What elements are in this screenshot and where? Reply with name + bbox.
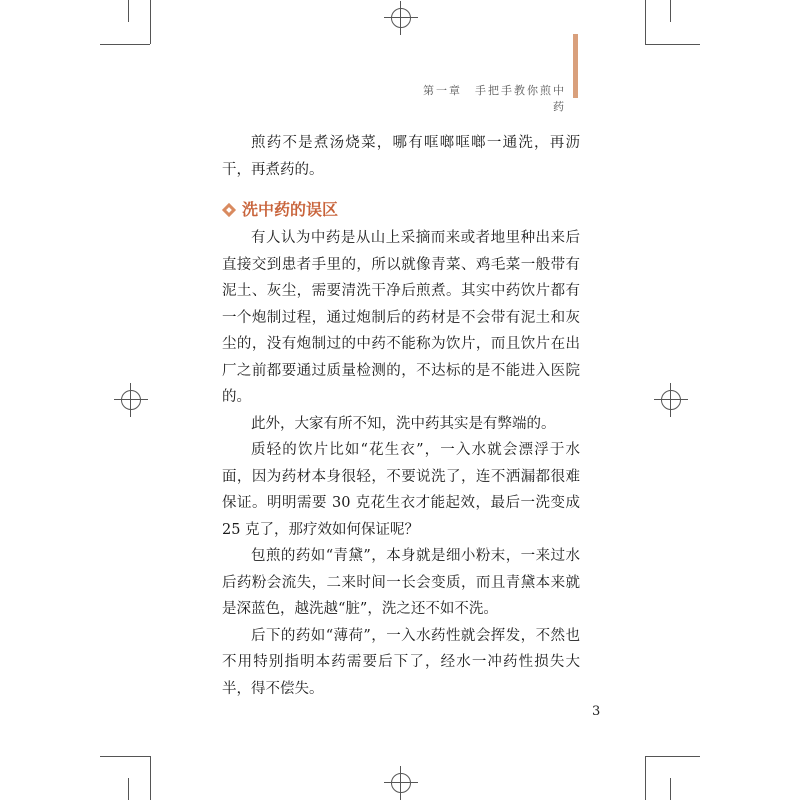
paragraph: 此外，大家有所不知，洗中药其实是有弊端的。 [251, 415, 556, 432]
page-body [222, 130, 580, 702]
crop-mark [670, 778, 671, 800]
paragraph: 质轻的饮片比如“花生衣”，一入水就会漂浮于水面，因为药材本身很轻，不要说洗了，连不洒漏都很难保证。明明需要 30 克花生衣才能起效，最后一洗变成 25 克了，那疗效如何保证呢？ [222, 442, 580, 538]
paragraph: 后下的药如“薄荷”，一入水药性就会挥发，不然也不用特别指明本药需要后下了，经水一冲药性损失大半，得不偿失。 [222, 627, 580, 697]
registration-mark-icon [391, 8, 411, 28]
registration-mark-icon [121, 390, 141, 410]
diamond-bullet-icon [222, 203, 236, 217]
paragraph: 有人认为中药是从山上采摘而来或者地里种出来后直接交到患者手里的，所以就像青菜、鸡毛菜一般带有泥土、灰尘，需要清洗干净后煎煮。其实中药饮片都有一个炮制过程，通过炮制后的药材是不会带有泥土和灰尘的，没有炮制过的中药不能称为饮片，而且饮片在出厂之前都要通过质量检测的，不达标的是不能进入医院的。 [222, 230, 580, 405]
registration-mark-icon [391, 773, 411, 793]
section-heading-text: 洗中药的误区 [242, 200, 339, 219]
crop-mark [645, 756, 700, 757]
page-number: 3 [592, 704, 601, 719]
running-head: 第一章 手把手教你煎中药 [423, 84, 566, 113]
registration-mark-icon [661, 390, 681, 410]
crop-mark [645, 756, 646, 800]
crop-mark [100, 756, 150, 757]
crop-mark [128, 0, 129, 22]
header-accent-bar [573, 34, 578, 98]
crop-mark [150, 756, 151, 800]
crop-mark [645, 0, 646, 44]
crop-mark [670, 0, 671, 22]
crop-mark [150, 0, 151, 44]
section-heading [220, 197, 580, 223]
crop-mark [128, 778, 129, 800]
crop-mark [100, 44, 150, 45]
crop-mark [645, 44, 700, 45]
paragraph: 包煎的药如“青黛”，本身就是细小粉末，一来过水后药粉会流失，二来时间一长会变质，而且青黛本来就是深蓝色，越洗越“脏”，洗之还不如不洗。 [222, 548, 580, 617]
intro-paragraph: 煎药不是煮汤烧菜，哪有哐啷哐啷一通洗，再沥干，再煮药的。 [222, 135, 580, 178]
